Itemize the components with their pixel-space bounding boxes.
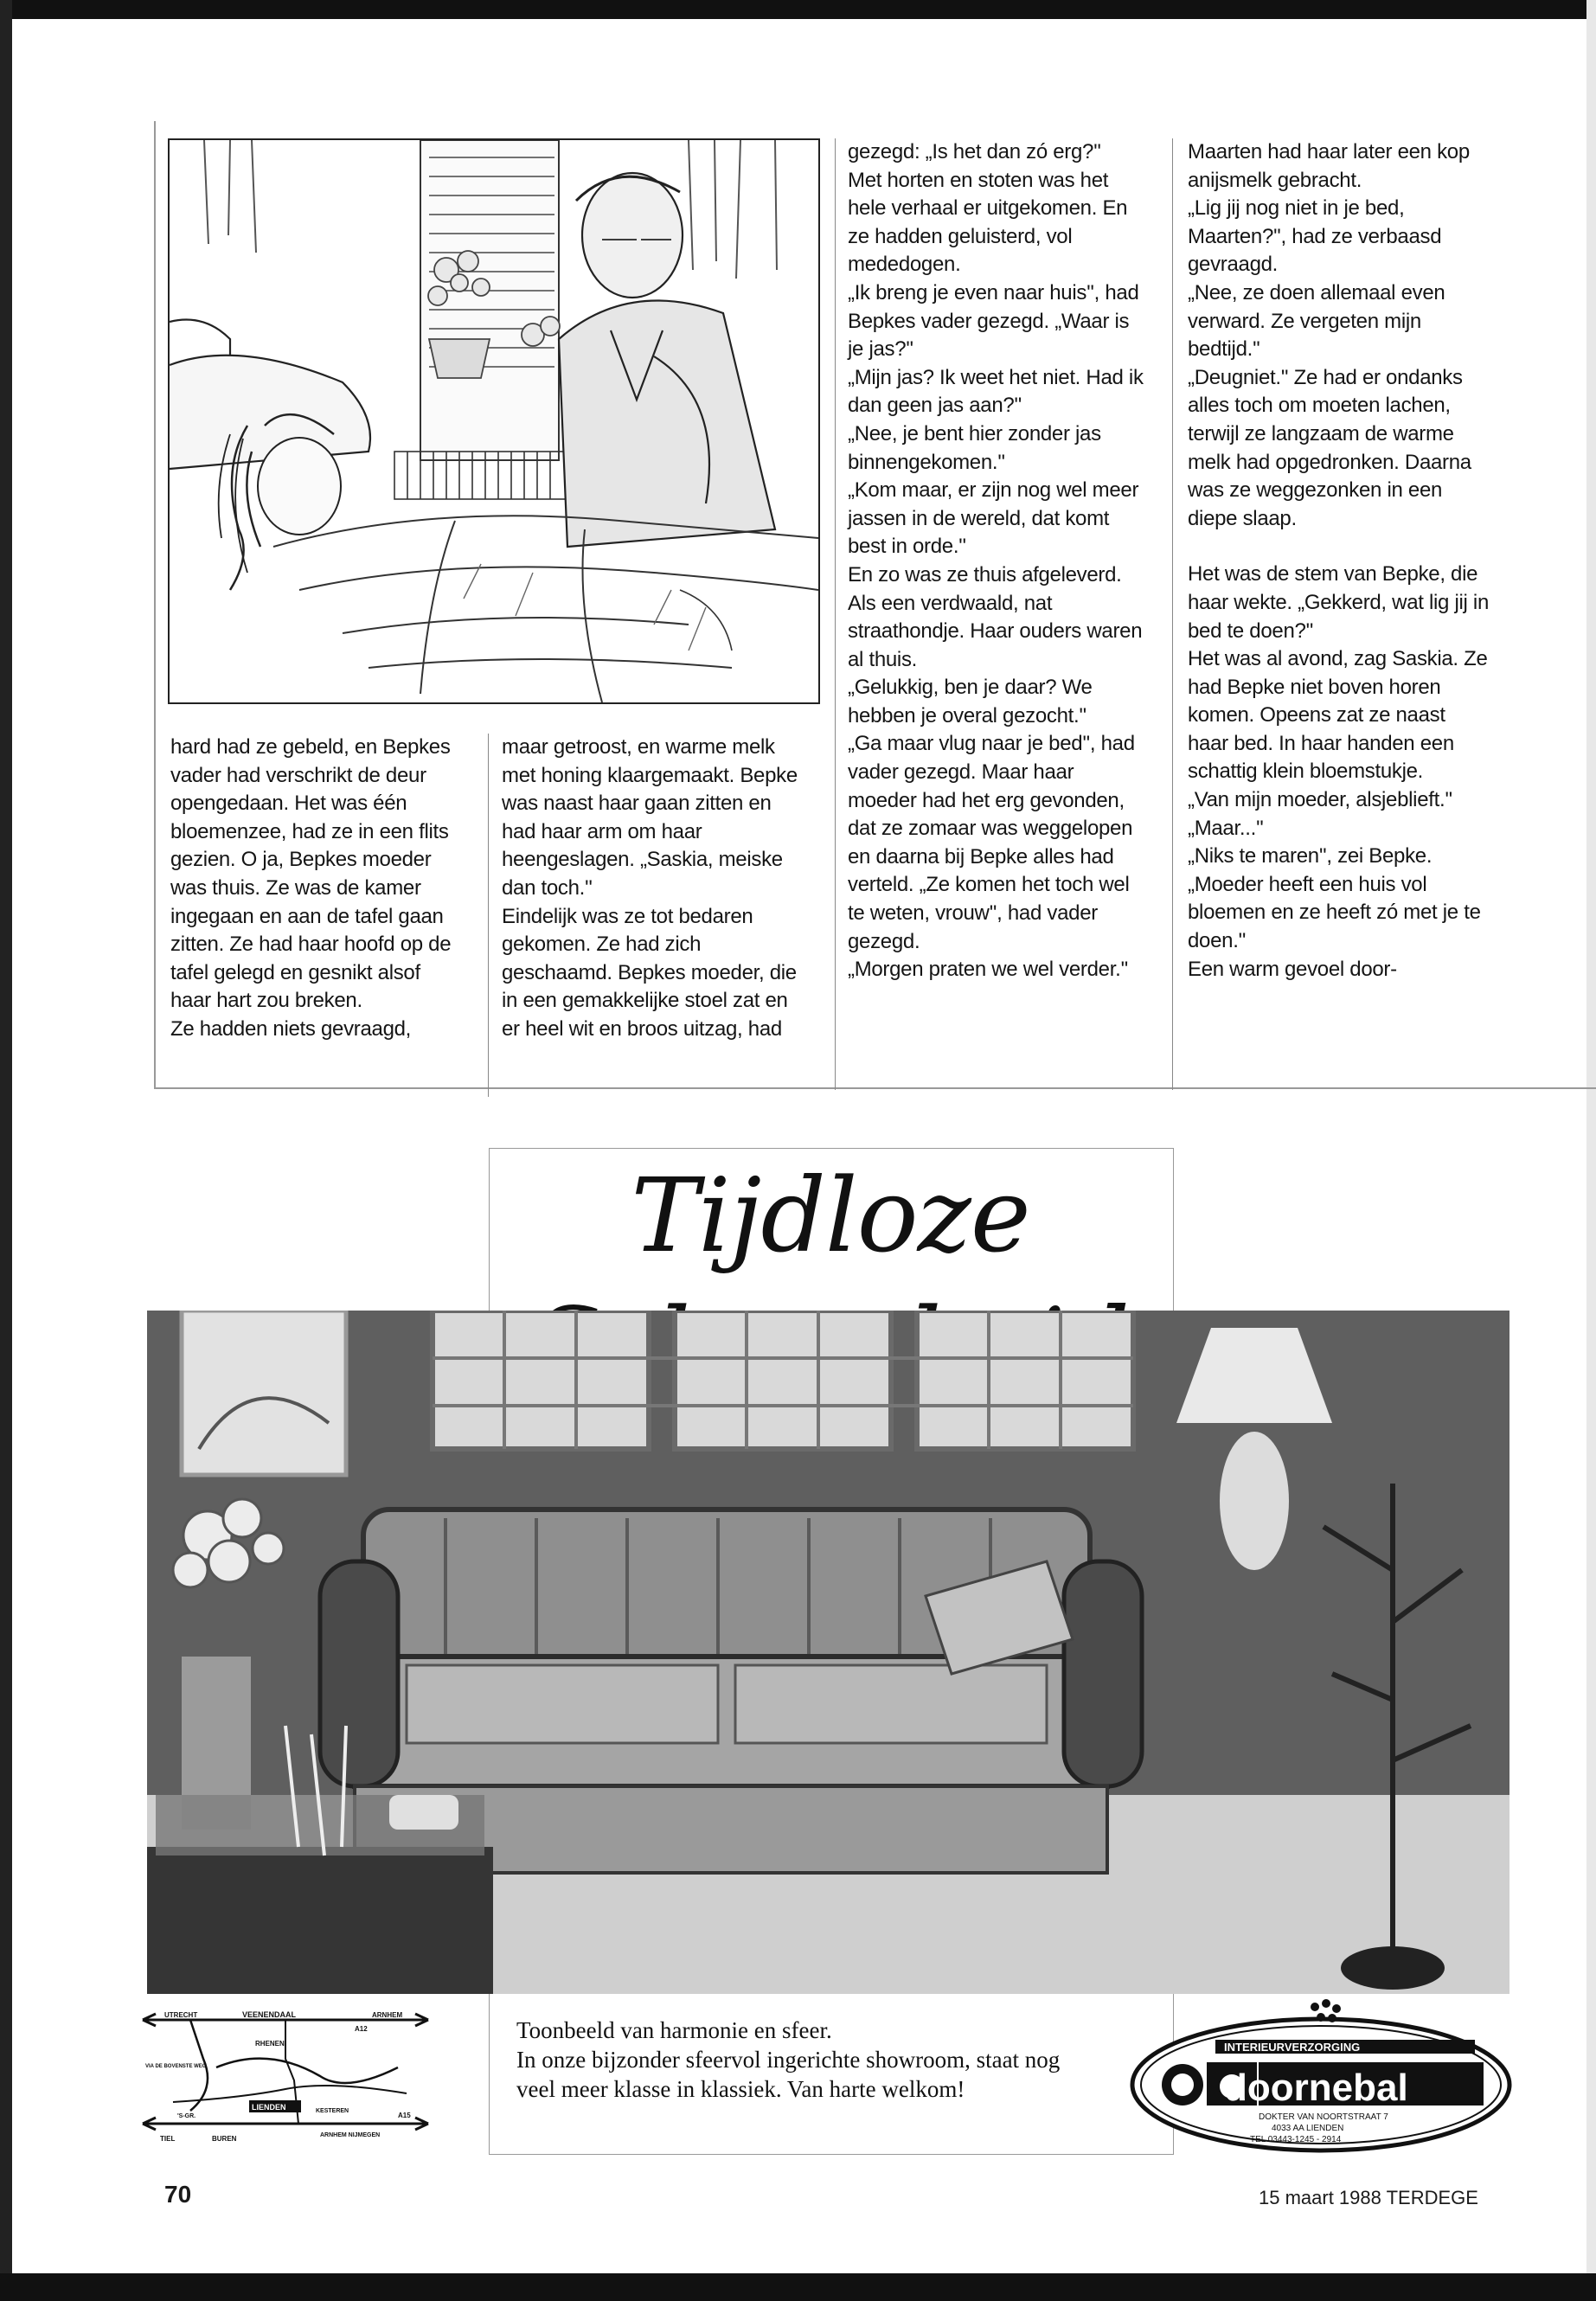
ad-body-text bbox=[516, 2016, 1105, 2104]
page-number: 70 bbox=[164, 2181, 192, 2208]
map-label-tiel: TIEL bbox=[160, 2135, 176, 2143]
story-paragraph: gezegd: „Is het dan zó erg?'' bbox=[848, 140, 1101, 163]
ad-line-1: Toonbeeld van harmonie en sfeer. bbox=[516, 2017, 832, 2043]
column-divider bbox=[835, 138, 836, 1090]
map-label-veenendaal: VEENENDAAL bbox=[242, 2010, 297, 2019]
column-divider bbox=[1172, 138, 1173, 1090]
ad-line-2: In onze bijzonder sfeervol ingerichte showroom, staat nog veel meer klasse in klassiek. Van harte welkom! bbox=[516, 2047, 1061, 2102]
ad-headline: Tijdloze bbox=[631, 1156, 1030, 1275]
story-column-2 bbox=[502, 734, 804, 1044]
scan-border-top bbox=[0, 0, 1596, 19]
logo-address-street: DOKTER VAN NOORTSTRAAT 7 bbox=[1259, 2112, 1388, 2122]
story-paragraph: hard had ze gebeld, en Bepkes vader had verschrikt de deur opengedaan. Het was één bloemenzee, had ze in een flits gezien. O ja, Bepkes moeder was thuis. Ze was de kamer ingegaan en aan de tafel gaan zitten. Ze had haar hoofd op de tafel gelegd en gesnikt alsof haar hart zou breken. bbox=[170, 735, 452, 1013]
story-paragraph: „Ik breng je even naar huis'', had Bepkes vader gezegd. „Waar is je jas?'' bbox=[848, 280, 1139, 362]
story-paragraph: „Gelukkig, ben je daar? We hebben je overal gezocht.'' bbox=[848, 676, 1093, 727]
scan-border-bottom bbox=[0, 2273, 1596, 2301]
story-paragraph: „Van mijn moeder, alsjeblieft.'' bbox=[1188, 788, 1452, 812]
doornebal-logo bbox=[1129, 1990, 1514, 2154]
story-paragraph: „Nee, je bent hier zonder jas binnengekomen.'' bbox=[848, 421, 1101, 474]
story-paragraph: „Niks te maren'', zei Bepke. „Moeder heeft een huis vol bloemen en ze heeft zó met je te doen.'' bbox=[1188, 844, 1481, 953]
story-paragraph: Met horten en stoten was het hele verhaal er uitgekomen. En ze hadden geluisterd, vol mededogen. bbox=[848, 168, 1128, 277]
map-label-a12: A12 bbox=[355, 2025, 368, 2033]
map-label-gr: 'S-GR. bbox=[177, 2113, 196, 2119]
map-label-arnhem: ARNHEM bbox=[372, 2011, 403, 2019]
sofa-room-photo bbox=[147, 1311, 1509, 1994]
map-label-kesteren: KESTEREN bbox=[316, 2108, 349, 2114]
map-label-a15: A15 bbox=[398, 2112, 411, 2119]
map-label-rhenen: RHENEN bbox=[255, 2040, 285, 2048]
logo-address-city: 4033 AA LIENDEN bbox=[1272, 2124, 1344, 2133]
story-paragraph: „Nee, ze doen allemaal even verward. Ze vergeten mijn bedtijd.'' bbox=[1188, 280, 1445, 362]
story-paragraph: „Ga maar vlug naar je bed'', had vader gezegd. Maar haar moeder had het erg gevonden, dat ze zomaar was weggelopen en daarna bij Bepke alles had verteld. „Ze komen het toch wel te weten, vrouw'', had vader gezegd. bbox=[848, 732, 1135, 953]
route-map bbox=[138, 2007, 437, 2145]
logo-phone: TEL 03443-1245 - 2914 bbox=[1250, 2135, 1342, 2144]
logo-tagline: INTERIEURVERZORGING bbox=[1224, 2041, 1361, 2054]
story-illustration bbox=[168, 138, 820, 704]
story-paragraph: „Maar...'' bbox=[1188, 816, 1264, 840]
map-label-arnhem-nijmegen: ARNHEM NIJMEGEN bbox=[320, 2132, 381, 2138]
route-map-drawing bbox=[138, 2007, 437, 2145]
map-label-buren: BUREN bbox=[212, 2135, 237, 2143]
story-paragraph: Het was al avond, zag Saskia. Ze had Bepke niet boven horen komen. Opeens zat ze naast haar bed. In haar handen een schattig klein bloemstukje. bbox=[1188, 647, 1488, 784]
story-paragraph: Een warm gevoel door- bbox=[1188, 957, 1397, 981]
story-paragraph: „Mijn jas? Ik weet het niet. Had ik dan geen jas aan?'' bbox=[848, 365, 1144, 418]
story-paragraph: En zo was ze thuis afgeleverd. Als een verdwaald, nat straathondje. Haar ouders waren al thuis. bbox=[848, 562, 1143, 671]
map-label-via: VIA DE BOVENSTE WEG bbox=[145, 2064, 207, 2069]
ad-photo-sofa bbox=[147, 1311, 1509, 1994]
story-column-4 bbox=[1188, 138, 1490, 984]
scan-border-left bbox=[0, 0, 12, 2301]
map-label-lienden: LIENDEN bbox=[252, 2103, 286, 2112]
story-column-1 bbox=[170, 734, 460, 1044]
footer-issue-date: 15 maart 1988 TERDEGE bbox=[1259, 2187, 1478, 2208]
story-paragraph: Ze hadden niets gevraagd, bbox=[170, 1016, 412, 1041]
story-paragraph: maar getroost, en warme melk met honing klaargemaakt. Bepke was naast haar gaan zitten en had haar arm om haar heengeslagen. „Saskia, meiske dan toch.'' bbox=[502, 735, 798, 900]
map-label-utrecht: UTRECHT bbox=[164, 2011, 198, 2019]
story-paragraph: „Morgen praten we wel verder.'' bbox=[848, 958, 1129, 982]
logo-drawing bbox=[1129, 1990, 1514, 2154]
column-divider bbox=[488, 734, 489, 1097]
illustration-drawing bbox=[170, 140, 818, 702]
story-paragraph: Maarten had haar later een kop anijsmelk gebracht. bbox=[1188, 140, 1470, 192]
story-paragraph: „Lig jij nog niet in je bed, Maarten?'', had ze verbaasd gevraagd. bbox=[1188, 196, 1442, 277]
story-paragraph: Eindelijk was ze tot bedaren gekomen. Ze had zich geschaamd. Bepkes moeder, die in een gemakkelijke stoel zat en er heel wit en broos uitzag, had bbox=[502, 904, 797, 1041]
story-column-3 bbox=[848, 138, 1146, 984]
story-paragraph: „Kom maar, er zijn nog wel meer jassen in de wereld, dat komt best in orde.'' bbox=[848, 478, 1139, 559]
story-paragraph: „Deugniet.'' Ze had er ondanks alles toch om moeten lachen, terwijl ze langzaam de warme melk had opgedronken. Daarna was ze weggezonken in een diepe slaap. bbox=[1188, 365, 1471, 530]
logo-name: doornebal bbox=[1224, 2067, 1408, 2109]
story-paragraph: Het was de stem van Bepke, die haar wekte. „Gekkerd, wat lig jij in bed te doen?'' bbox=[1188, 562, 1490, 643]
